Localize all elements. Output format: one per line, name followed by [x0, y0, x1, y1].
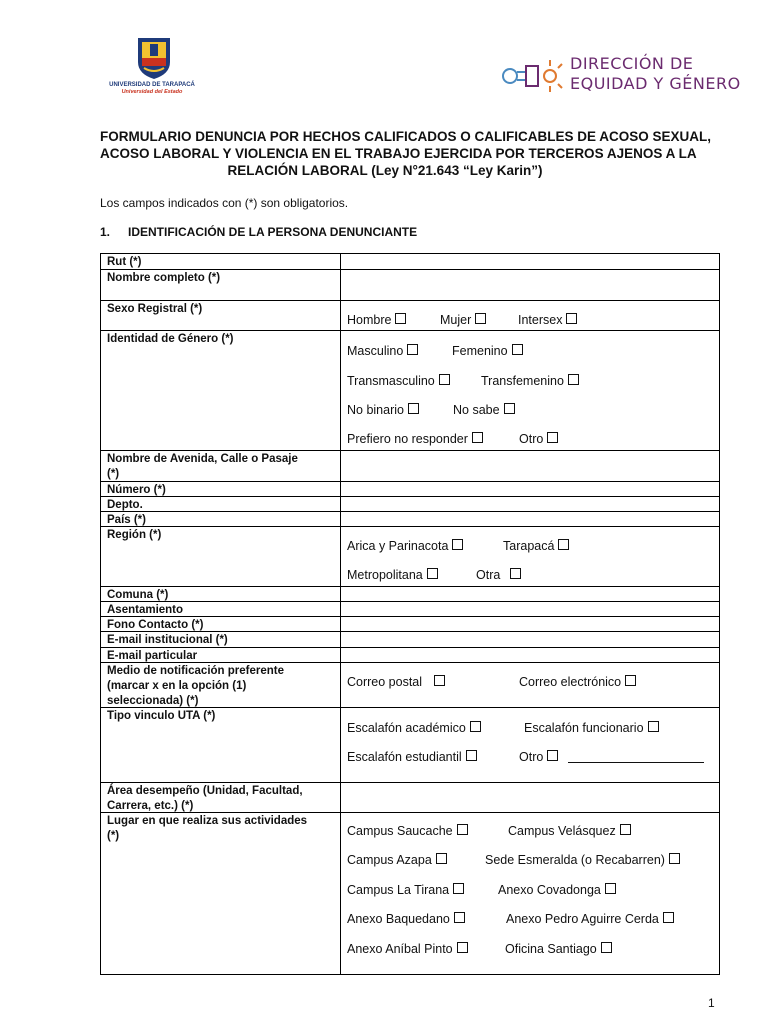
checkbox[interactable]: [648, 721, 659, 732]
university-shield-icon: [136, 36, 172, 80]
checkbox[interactable]: [470, 721, 481, 732]
option-anexo-pedro-aguirre-cerda[interactable]: Anexo Pedro Aguirre Cerda: [506, 912, 674, 926]
checkbox[interactable]: [568, 374, 579, 385]
lugar-options: [341, 813, 719, 974]
otro-vinculo-blank-line[interactable]: [568, 751, 704, 763]
option-sede-esmeralda[interactable]: Sede Esmeralda (o Recabarren): [485, 853, 680, 867]
checkbox[interactable]: [663, 912, 674, 923]
checkbox[interactable]: [454, 912, 465, 923]
option-escalafon-estudiantil[interactable]: Escalafón estudiantil: [347, 750, 477, 764]
checkbox[interactable]: [408, 403, 419, 414]
row-email-institucional: [101, 632, 719, 648]
option-transfemenino[interactable]: Transfemenino: [481, 374, 579, 388]
checkbox[interactable]: [427, 568, 438, 579]
input-email-institucional[interactable]: [341, 632, 719, 647]
option-arica-parinacota[interactable]: Arica y Parinacota: [347, 539, 463, 553]
direccion-name-line2: EQUIDAD Y GÉNERO: [570, 74, 741, 93]
checkbox[interactable]: [439, 374, 450, 385]
checkbox[interactable]: [436, 853, 447, 864]
option-otro-vinculo[interactable]: Otro: [519, 750, 704, 764]
label-email-institucional: E-mail institucional (*): [101, 632, 341, 647]
university-tagline: Universidad del Estado: [121, 89, 183, 95]
row-identidad: [101, 331, 719, 451]
label-nombre: Nombre completo (*): [101, 270, 341, 300]
option-prefiero-no-responder[interactable]: Prefiero no responder: [347, 432, 483, 446]
row-lugar-actividades: [101, 813, 719, 974]
title-line-3: RELACIÓN LABORAL (Ley N°21.643 “Ley Karin”): [227, 163, 543, 178]
option-hombre[interactable]: Hombre: [347, 313, 406, 327]
row-depto: [101, 497, 719, 512]
identidad-options: [341, 331, 719, 450]
checkbox[interactable]: [475, 313, 486, 324]
option-oficina-santiago[interactable]: Oficina Santiago: [505, 942, 612, 956]
label-depto: Depto.: [101, 497, 341, 511]
checkbox[interactable]: [510, 568, 521, 579]
title-line-2: ACOSO LABORAL Y VIOLENCIA EN EL TRABAJO EJERCIDA POR TERCEROS AJENOS A LA: [100, 146, 697, 161]
input-comuna[interactable]: [341, 587, 719, 601]
option-escalafon-academico[interactable]: Escalafón académico: [347, 721, 481, 735]
direccion-equidad-logo: [500, 50, 741, 102]
input-rut[interactable]: [341, 254, 719, 269]
equidad-emblem-icon: [500, 54, 564, 98]
row-region: [101, 527, 719, 587]
medio-options: [341, 663, 719, 707]
label-area-desempeno: Área desempeño (Unidad, Facultad, Carrera, etc.) (*): [101, 783, 341, 812]
checkbox[interactable]: [395, 313, 406, 324]
input-asentamiento[interactable]: [341, 602, 719, 616]
option-metropolitana[interactable]: Metropolitana: [347, 568, 438, 582]
section-title: IDENTIFICACIÓN DE LA PERSONA DENUNCIANTE: [128, 225, 418, 239]
row-comuna: [101, 587, 719, 602]
option-transmasculino[interactable]: Transmasculino: [347, 374, 450, 388]
option-correo-postal[interactable]: Correo postal: [347, 675, 445, 689]
form-table: [100, 253, 720, 975]
checkbox[interactable]: [407, 344, 418, 355]
row-medio-notificacion: [101, 663, 719, 708]
input-fono[interactable]: [341, 617, 719, 631]
option-otro-identidad[interactable]: Otro: [519, 432, 558, 446]
section-number: 1.: [100, 225, 111, 239]
input-email-particular[interactable]: [341, 648, 719, 662]
label-fono: Fono Contacto (*): [101, 617, 341, 631]
row-sexo: [101, 301, 719, 331]
option-no-sabe[interactable]: No sabe: [453, 403, 515, 417]
checkbox[interactable]: [472, 432, 483, 443]
label-asentamiento: Asentamiento: [101, 602, 341, 616]
option-no-binario[interactable]: No binario: [347, 403, 419, 417]
row-area-desempeno: [101, 783, 719, 813]
label-numero: Número (*): [101, 482, 341, 496]
checkbox[interactable]: [558, 539, 569, 550]
label-lugar-actividades: Lugar en que realiza sus actividades (*): [101, 813, 341, 974]
option-correo-electronico[interactable]: Correo electrónico: [519, 675, 636, 689]
checkbox[interactable]: [601, 942, 612, 953]
mandatory-fields-note: Los campos indicados con (*) son obligatorios.: [100, 196, 349, 210]
option-campus-la-tirana[interactable]: Campus La Tirana: [347, 883, 464, 897]
option-anexo-covadonga[interactable]: Anexo Covadonga: [498, 883, 616, 897]
option-campus-velasquez[interactable]: Campus Velásquez: [508, 824, 631, 838]
checkbox[interactable]: [620, 824, 631, 835]
section-heading: [100, 225, 418, 239]
checkbox[interactable]: [504, 403, 515, 414]
input-numero[interactable]: [341, 482, 719, 496]
option-intersex[interactable]: Intersex: [518, 313, 577, 327]
option-campus-azapa[interactable]: Campus Azapa: [347, 853, 447, 867]
row-tipo-vinculo: [101, 708, 719, 783]
university-name: UNIVERSIDAD DE TARAPACÁ: [109, 82, 195, 88]
option-otra-region[interactable]: Otra: [476, 568, 521, 582]
input-pais[interactable]: [341, 512, 719, 526]
label-tipo-vinculo: Tipo vinculo UTA (*): [101, 708, 341, 782]
row-numero: [101, 482, 719, 497]
checkbox[interactable]: [512, 344, 523, 355]
option-mujer[interactable]: Mujer: [440, 313, 486, 327]
checkbox[interactable]: [605, 883, 616, 894]
checkbox[interactable]: [457, 942, 468, 953]
checkbox[interactable]: [566, 313, 577, 324]
vinculo-options: [341, 708, 719, 782]
option-escalafon-funcionario[interactable]: Escalafón funcionario: [524, 721, 659, 735]
label-identidad: Identidad de Género (*): [101, 331, 341, 450]
option-campus-saucache[interactable]: Campus Saucache: [347, 824, 468, 838]
row-asentamiento: [101, 602, 719, 617]
row-calle: [101, 451, 719, 482]
input-nombre[interactable]: [341, 270, 719, 300]
sexo-options: [341, 301, 719, 330]
checkbox[interactable]: [452, 539, 463, 550]
row-nombre: [101, 270, 719, 301]
checkbox[interactable]: [466, 750, 477, 761]
region-options: [341, 527, 719, 586]
label-pais: País (*): [101, 512, 341, 526]
option-masculino[interactable]: Masculino: [347, 344, 418, 358]
input-depto[interactable]: [341, 497, 719, 511]
label-email-particular: E-mail particular: [101, 648, 341, 662]
row-rut: [101, 254, 719, 270]
label-rut: Rut (*): [101, 254, 341, 269]
label-region: Región (*): [101, 527, 341, 586]
university-logo: [104, 36, 200, 100]
option-anexo-anibal-pinto[interactable]: Anexo Aníbal Pinto: [347, 942, 468, 956]
label-comuna: Comuna (*): [101, 587, 341, 601]
title-line-1: FORMULARIO DENUNCIA POR HECHOS CALIFICADOS O CALIFICABLES DE ACOSO SEXUAL,: [100, 129, 712, 144]
page-number: 1: [708, 996, 715, 1010]
checkbox[interactable]: [625, 675, 636, 686]
row-fono: [101, 617, 719, 632]
label-calle: Nombre de Avenida, Calle o Pasaje (*): [101, 451, 341, 481]
checkbox[interactable]: [453, 883, 464, 894]
label-medio-notificacion: Medio de notificación preferente (marcar x en la opción (1) seleccionada) (*): [101, 663, 341, 707]
checkbox[interactable]: [457, 824, 468, 835]
option-femenino[interactable]: Femenino: [452, 344, 523, 358]
checkbox[interactable]: [669, 853, 680, 864]
checkbox[interactable]: [547, 750, 558, 761]
label-sexo: Sexo Registral (*): [101, 301, 341, 330]
direccion-name-line1: DIRECCIÓN DE: [570, 54, 694, 73]
checkbox[interactable]: [434, 675, 445, 686]
row-email-particular: [101, 648, 719, 663]
option-tarapaca[interactable]: Tarapacá: [503, 539, 569, 553]
document-title: [100, 128, 712, 179]
input-calle[interactable]: [341, 451, 719, 481]
option-anexo-baquedano[interactable]: Anexo Baquedano: [347, 912, 465, 926]
row-pais: [101, 512, 719, 527]
input-area-desempeno[interactable]: [341, 783, 719, 812]
checkbox[interactable]: [547, 432, 558, 443]
